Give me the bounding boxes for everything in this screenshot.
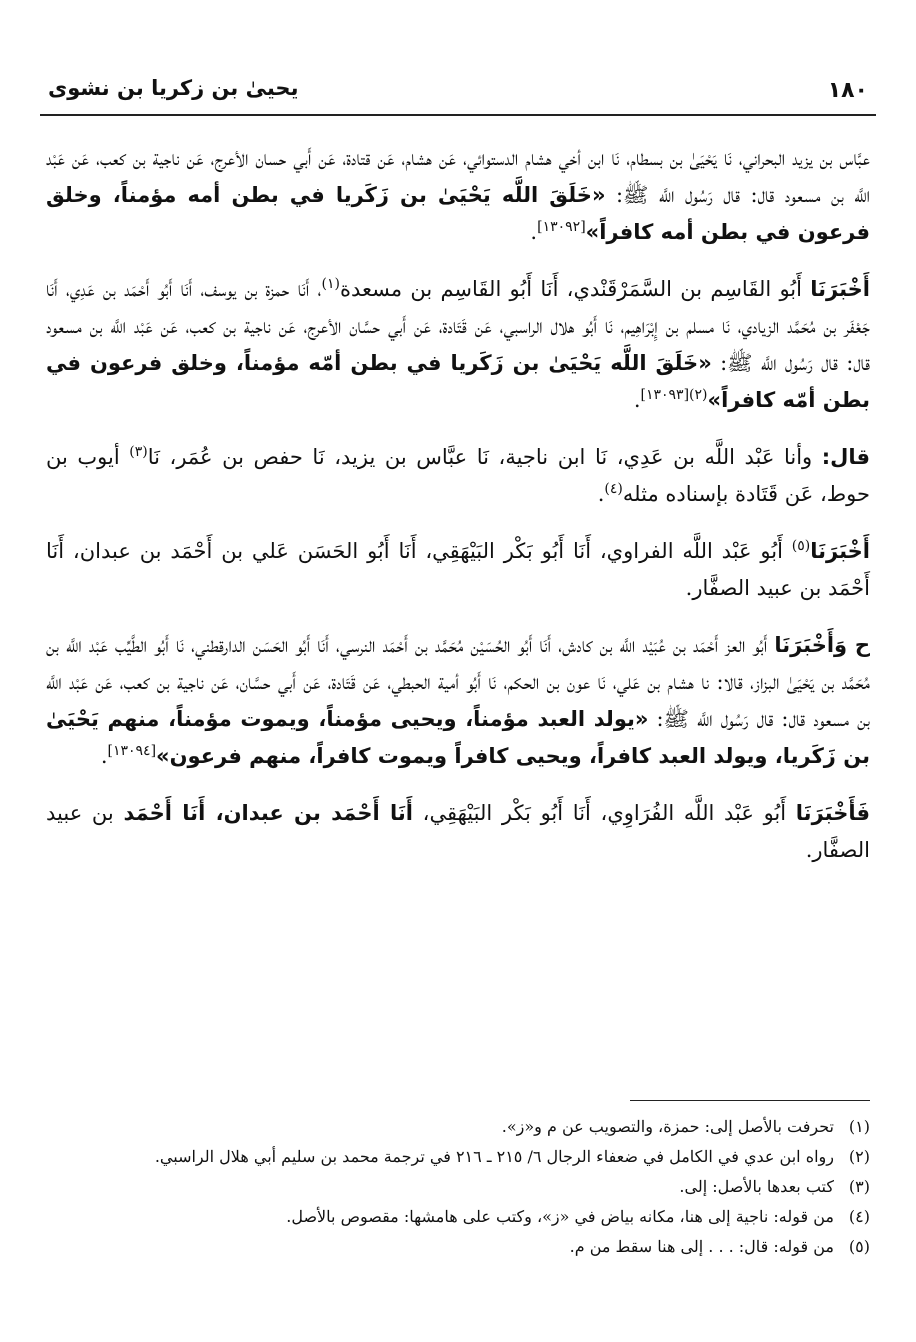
footnote-text: كتب بعدها بالأصل: إلى. — [679, 1177, 834, 1196]
hadith-quote: «يولد العبد مؤمناً، ويحيى مؤمناً، ويموت مؤمناً، منهم يَحْيَىٰ بن زَكَريا، ويولد العبد كافراً، ويحيى كافراً ويموت كافراً، منهم فرعون» — [46, 707, 870, 768]
paragraph-5 — [46, 627, 870, 775]
paragraph-text: أَبُو عَبْد اللَّه الفُرَاوِي، أَنَا أَبُو بَكْر البَيْهَقِي، — [413, 801, 796, 825]
main-text — [46, 140, 870, 889]
footnote-2 — [46, 1142, 870, 1172]
paragraph-text: وأنا عَبْد اللَّه بن عَدِي، نَا ابن ناجية، نَا عبَّاس بن يزيد، نَا حفص بن عُمَر، نَا — [147, 445, 822, 469]
paragraph-tail: . — [530, 220, 538, 244]
footnote-1 — [46, 1112, 870, 1142]
footnote-5 — [46, 1232, 870, 1262]
running-title: يحيىٰ بن زكريا بن نشوى — [48, 76, 299, 100]
hadith-quote: «خَلَقَ اللَّه يَحْيَىٰ بن زَكَريا في بطن أمه مؤمناً، وخلق فرعون في بطن أمه كافراً» — [46, 183, 870, 244]
paragraph-text: أَبُو عَبْد اللَّه الفراوي، أَنَا أَبُو بَكْر البَيْهَقِي، أَنَا أَبُو الحَسَن عَلي بن أَحْمَد بن عبدان، أَنَا أَحْمَد بن عبيد الصفَّار. — [46, 539, 870, 600]
chain-keyword: أَخْبَرَنَا — [810, 277, 870, 301]
page-header — [40, 70, 876, 112]
paragraph-tail: . — [633, 388, 641, 412]
paragraph-6 — [46, 795, 870, 869]
footnote-text: من قوله: ناجية إلى هنا، مكانه بياض في «ز»، وكتب على هامشها: مقصوص بالأصل. — [286, 1207, 834, 1226]
header-rule — [40, 114, 876, 116]
footnote-text: تحرفت بالأصل إلى: حمزة، والتصويب عن م و«ز». — [501, 1117, 834, 1136]
footnote-4 — [46, 1202, 870, 1232]
hadith-quote: «خَلَقَ اللَّه يَحْيَىٰ بن زَكَريا في بطن أمّه مؤمناً، وخلق فرعون في بطن أمّه كافراً» — [46, 351, 870, 412]
paragraph-3 — [46, 439, 870, 513]
footnote-marker: (٣) — [129, 444, 148, 460]
hadith-number: [١٣٠٩٢] — [537, 219, 586, 235]
footnote-number: (٣) — [848, 1177, 870, 1196]
paragraph-1 — [46, 140, 870, 251]
chain-keyword: أَخْبَرَنَا — [810, 539, 870, 563]
chain-keyword: قال: — [821, 445, 870, 469]
paragraph-tail: . — [100, 744, 108, 768]
paragraph-text-cont: بن عبيد الصفَّار. — [46, 801, 870, 862]
paragraph-text-cont: أيوب بن حوط، عَن قَتَادة بإسناده مثله — [46, 445, 870, 506]
footnote-number: (١) — [848, 1117, 870, 1136]
chain-keyword: ح وَأَخْبَرَنَا — [774, 633, 870, 657]
emphasized-text: أَنَا أَحْمَد بن عبدان، أَنَا أَحْمَد — [123, 801, 413, 825]
footnote-number: (٥) — [848, 1237, 870, 1256]
footnote-number: (٤) — [848, 1207, 870, 1226]
paragraph-text: أَبُو القَاسِم بن السَّمَرْقَنْدي، أَنَا أَبُو القَاسِم بن مسعدة — [339, 277, 811, 301]
paragraph-4 — [46, 533, 870, 607]
footnote-3 — [46, 1172, 870, 1202]
footnote-text: من قوله: قال: . . . إلى هنا سقط من م. — [569, 1237, 834, 1256]
paragraph-tail: . — [597, 482, 605, 506]
footnote-text: رواه ابن عدي في الكامل في ضعفاء الرجال ٦/ ٢١٥ ـ ٢١٦ في ترجمة محمد بن سليم أبي هلال الراسبي. — [154, 1147, 834, 1166]
hadith-number: [١٣٠٩٣] — [640, 387, 690, 403]
footnote-rule — [630, 1100, 870, 1101]
footnote-marker: (٢) — [689, 387, 708, 403]
footnotes — [46, 1112, 870, 1262]
footnote-number: (٢) — [848, 1147, 870, 1166]
paragraph-text-cont: ، أَنَا حمزة بن يوسف، أَنَا أَبُو أَحْمَد بن عَدِي، أَنَا جَعْفَر بن مُحَمَّد الزيادي، نَا مسلم بن إِبْرَاهِيم، نَا أَبُو هلال الراسبي، عَن قَتَادة، عَن أَبي حسَّان الأعرج، عَن ناجية بن كعب، عَن عَبْد اللَّه بن مسعود قال: قال رَسُول اللَّه ﷺ: — [46, 277, 871, 375]
paragraph-text: أَبُو العز أَحْمَد بن عُبَيْد اللَّه بن كادش، أَنَا أَبُو الحُسَيْن مُحَمَّد بن أَحْمَد النرسي، أَنَا أَبُو الحَسَن الدارقطني، نَا أَبُو الطَّيِّب عَبْد اللَّه بن مُحَمَّد بن يَحْيَىٰ البزاز، قالا: نا هشام بن عَلي، نَا عون بن الحكم، نَا أَبُو أمية الحبطي، عَن قَتَادة، عَن أَبي حسَّان، عَن ناجية بن كعب، عَن عَبْد اللَّه بن مسعود قال: قال رَسُول اللَّه ﷺ: — [46, 633, 870, 731]
footnote-marker: (٥) — [791, 538, 811, 554]
paragraph-2 — [46, 271, 870, 419]
footnote-marker: (١) — [321, 276, 340, 292]
footnote-marker: (٤) — [604, 481, 623, 497]
page-number: ١٨٠ — [827, 78, 868, 103]
hadith-number: [١٣٠٩٤] — [107, 743, 157, 759]
paragraph-text: عبَّاس بن يزيد البحراني، نَا يَحْيَىٰ بن بسطام، نَا ابن أخي هشام الدستوائي، عَن هشام، عَن قتادة، عَن أَبي حسان الأعرج، عَن ناجية بن كعب، عَن عَبْد اللَّه بن مسعود قال: قال رَسُول اللَّه ﷺ: — [46, 146, 870, 207]
chain-keyword: فَأَخْبَرَنَا — [795, 801, 870, 825]
